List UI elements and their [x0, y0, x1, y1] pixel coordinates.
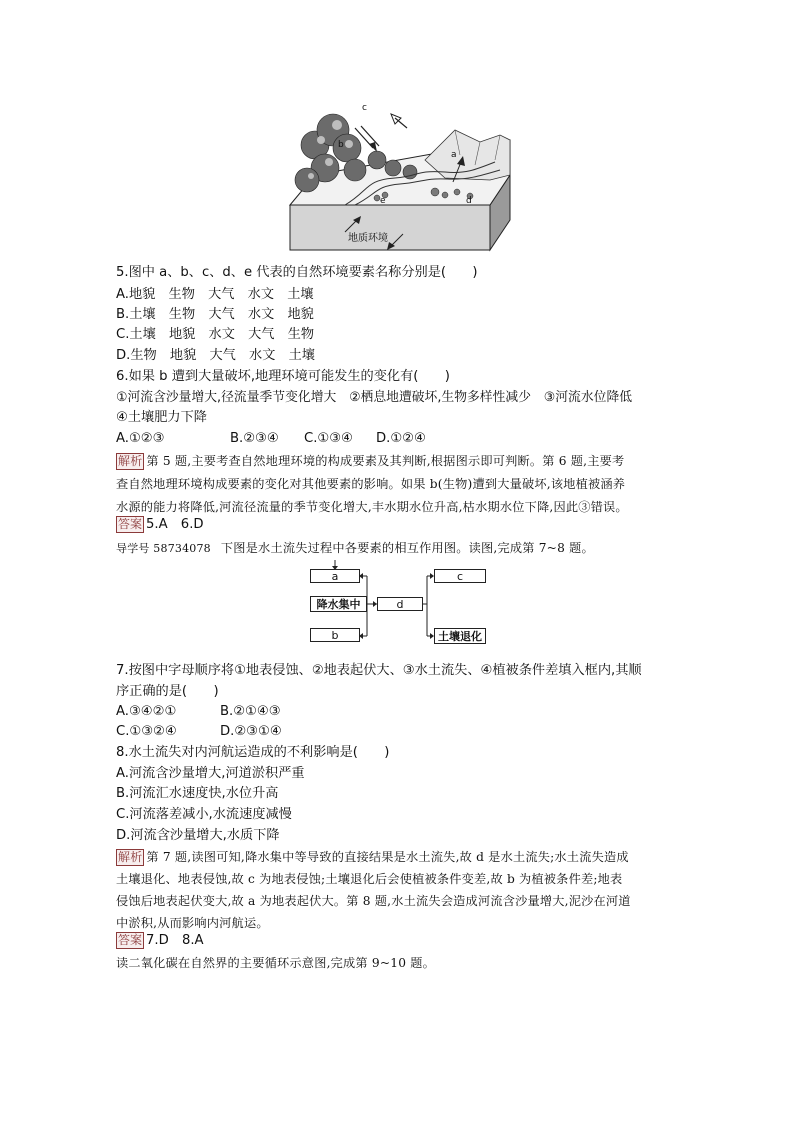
intro2-code: 导学号 58734078 [116, 542, 211, 555]
analysis1-line1: 解析 第 5 题,主要考查自然地理环境的构成要素及其判断,根据图示即可判断。第 6 题,主要考 [118, 454, 625, 468]
q8-stem: 8.水土流失对内河航运造成的不利影响是( ) [116, 745, 390, 760]
q8-option-c: C.河流落差减小,水流速度减慢 [116, 807, 292, 822]
answer1: 答案 5.A 6.D [118, 517, 204, 532]
q6-option-a: A.①②③ [116, 431, 165, 446]
label-a: a [451, 150, 457, 160]
analysis1-line3: 水源的能力将降低,河流径流量的季节变化增大,丰水期水位升高,枯水期水位下降,因此③错误。 [116, 500, 628, 514]
q6-option-c: C.①③④ [304, 431, 353, 446]
flow-box-a: a [310, 569, 360, 583]
q7-option-b: B.②①④③ [220, 704, 281, 719]
q7-options-row2 [116, 722, 282, 742]
analysis1-line2: 查自然地理环境构成要素的变化对其他要素的影响。如果 b(生物)遭到大量破坏,该地植被涵养 [116, 477, 626, 491]
q8-option-b: B.河流汇水速度快,水位升高 [116, 786, 279, 801]
q8-option-d: D.河流含沙量增大,水质下降 [116, 828, 280, 843]
label-e: e [380, 196, 386, 206]
q5-stem: 5.图中 a、b、c、d、e 代表的自然环境要素名称分别是( ) [116, 265, 478, 280]
q7-stem-line1: 7.按图中字母顺序将①地表侵蚀、②地表起伏大、③水土流失、④植被条件差填入框内,其顺 [116, 663, 642, 678]
q5-option-a: A.地貌 生物 大气 水文 土壤 [116, 287, 314, 302]
answer2: 答案 7.D 8.A [118, 933, 204, 948]
q5-option-c: C.土壤 地貌 水文 大气 生物 [116, 327, 315, 342]
q8-option-a: A.河流含沙量增大,河道淤积严重 [116, 766, 305, 781]
q7-option-a: A.③④②① [116, 704, 177, 719]
q6-option-b: B.②③④ [230, 431, 279, 446]
q7-stem-line2: 序正确的是( ) [116, 684, 219, 699]
flow-box-source: 降水集中 [310, 596, 367, 612]
flow-box-c: c [434, 569, 486, 583]
intro3: 读二氧化碳在自然界的主要循环示意图,完成第 9~10 题。 [116, 956, 436, 970]
q5-option-b: B.土壤 生物 大气 水文 地貌 [116, 307, 314, 322]
q7-options-row1 [116, 702, 281, 722]
label-b: b [338, 140, 344, 150]
intro2: 导学号 58734078 下图是水土流失过程中各要素的相互作用图。读图,完成第 7~8 题。 [116, 541, 594, 555]
flow-box-target: 土壤退化 [434, 628, 486, 644]
answer2-tag: 答案 [118, 933, 143, 947]
q7-option-d: D.②③①④ [220, 724, 282, 739]
landscape-diagram [285, 100, 515, 255]
analysis1-tag: 解析 [118, 454, 143, 468]
analysis2-line1: 解析 第 7 题,读图可知,降水集中等导致的直接结果是水土流失,故 d 是水土流失;水土流失造成 [118, 850, 629, 864]
label-c: c [362, 103, 367, 113]
q7-option-c: C.①③②④ [116, 724, 177, 739]
analysis2-line2: 土壤退化、地表侵蚀,故 c 为地表侵蚀;土壤退化后会使植被条件变差,故 b 为植被条件差;地表 [116, 872, 623, 886]
q6-line2: ①河流含沙量增大,径流量季节变化增大 ②栖息地遭破坏,生物多样性减少 ③河流水位降低 [116, 390, 633, 405]
q5-option-d: D.生物 地貌 大气 水文 土壤 [116, 348, 315, 363]
label-d: d [466, 196, 472, 206]
analysis2-tag: 解析 [118, 850, 143, 864]
flow-box-b: b [310, 628, 360, 642]
answer1-tag: 答案 [118, 517, 143, 531]
q6-options [116, 429, 426, 449]
analysis2-line3: 侵蚀后地表起伏变大,故 a 为地表起伏大。第 8 题,水土流失会造成河流含沙量增大,泥沙在河道 [116, 894, 631, 908]
flow-box-d: d [377, 597, 423, 611]
q6-line3: ④土壤肥力下降 [116, 410, 207, 425]
q6-option-d: D.①②④ [376, 431, 426, 446]
q6-stem: 6.如果 b 遭到大量破坏,地理环境可能发生的变化有( ) [116, 369, 450, 384]
label-geology: 地质环境 [348, 233, 388, 244]
analysis2-line4: 中淤积,从而影响内河航运。 [116, 916, 269, 930]
